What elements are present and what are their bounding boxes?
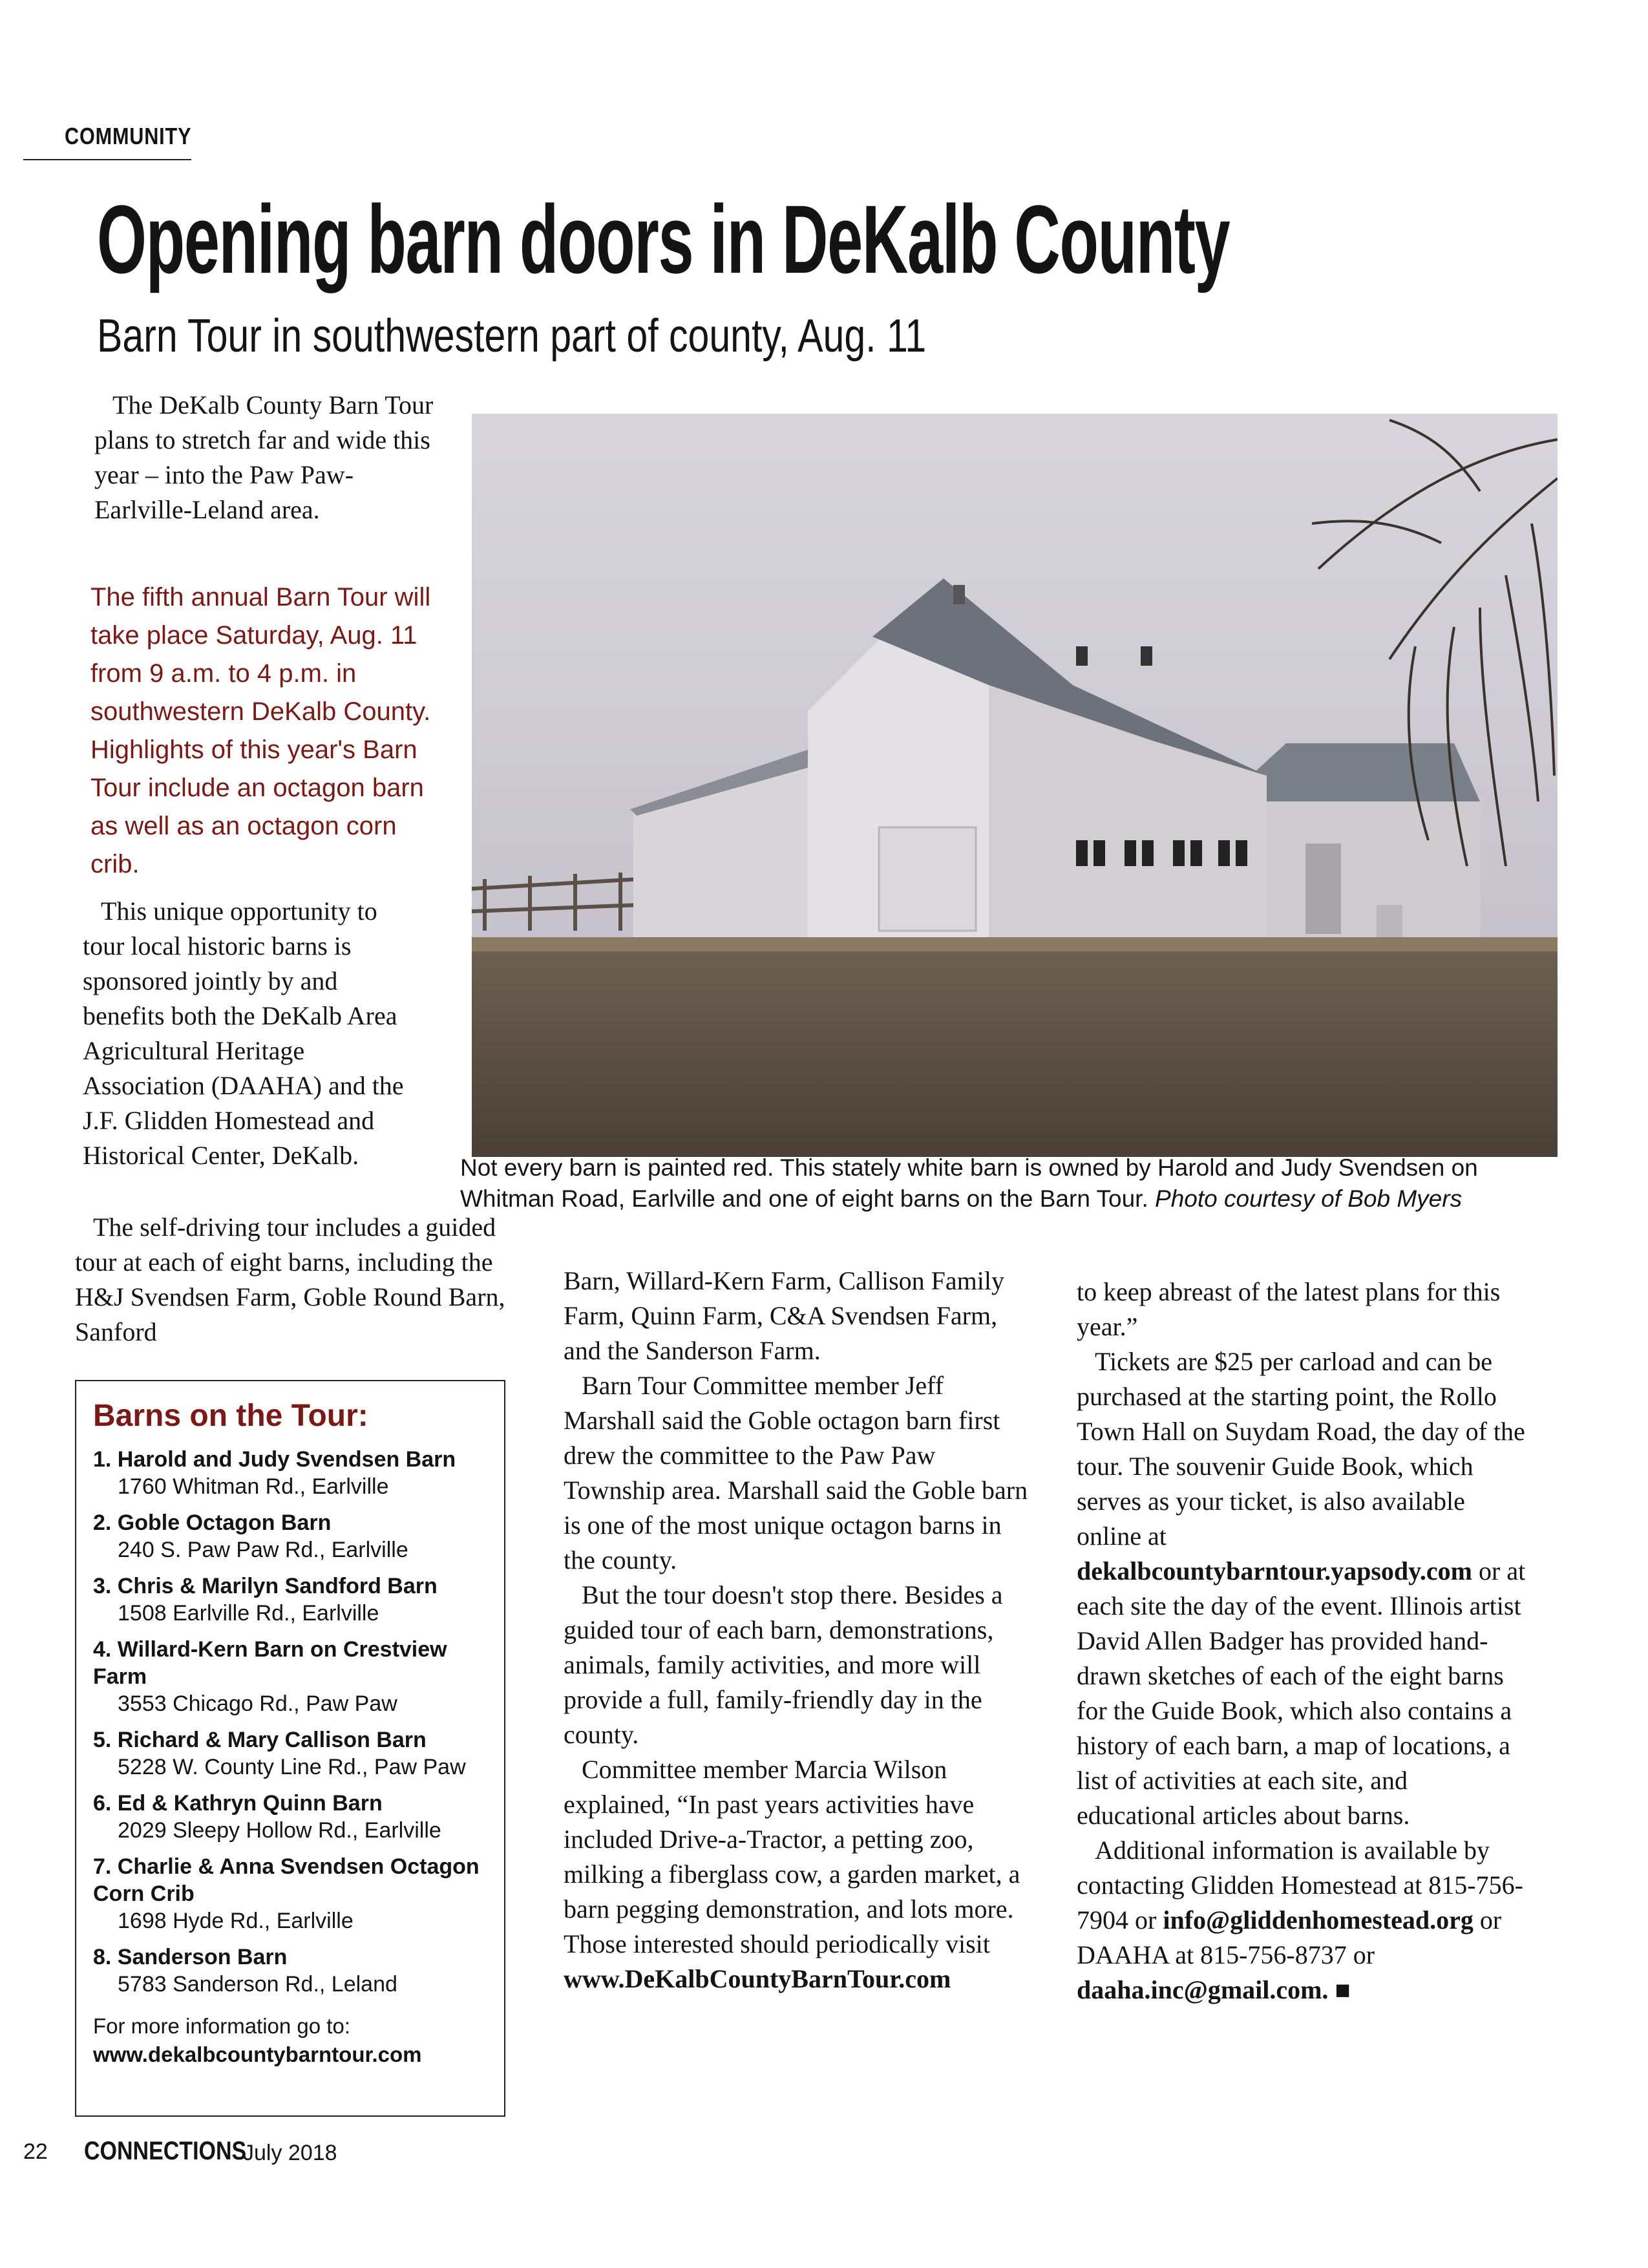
col3-para2 bbox=[1077, 1344, 1529, 1833]
col1-para3: The self-driving tour includes a guided tour at each of eight barns, including the H&J Svendsen Farm, Goble Round Barn, Sanford bbox=[75, 1213, 505, 1346]
section-label: COMMUNITY bbox=[65, 123, 192, 149]
barns-sidebar bbox=[75, 1380, 505, 2117]
highlight-paragraph: The fifth annual Barn Tour will take place Saturday, Aug. 11 from 9 a.m. to 4 p.m. in southwestern DeKalb County. Highlights of this year's Barn Tour include an octagon barn as well as an octagon corn crib. bbox=[90, 583, 431, 878]
page-number: 22 bbox=[23, 2139, 48, 2164]
sidebar-url[interactable]: www.dekalbcountybarntour.com bbox=[93, 2042, 422, 2066]
column-2 bbox=[564, 1264, 1029, 1997]
col1-para3-block bbox=[75, 1210, 527, 1350]
col1-para2: This unique opportunity to tour local historic barns is sponsored jointly by and benefits both the DeKalb Area Agricultural Heritage Association (DAAHA) and the J.F. Glidden Homestead and Historical Center, DeKalb. bbox=[83, 896, 404, 1170]
barn-name: 7. Charlie & Anna Svendsen Octagon Corn Crib bbox=[93, 1854, 480, 1906]
caption-credit: Photo courtesy of Bob Myers bbox=[1155, 1185, 1463, 1212]
barn-photo bbox=[472, 414, 1558, 1157]
barn-name: 4. Willard-Kern Barn on Crestview Farm bbox=[93, 1637, 447, 1689]
barn-entry bbox=[93, 1446, 487, 1500]
col3-para3-text-a: Additional information is available by contacting Glidden Homestead at 815-756-7904 or bbox=[1077, 1836, 1523, 1934]
barn-address: 1760 Whitman Rd., Earlville bbox=[118, 1474, 389, 1499]
photo-caption bbox=[460, 1152, 1546, 1214]
barn-name: 6. Ed & Kathryn Quinn Barn bbox=[93, 1791, 383, 1816]
col2-para1: Barn, Willard-Kern Farm, Callison Family Farm, Quinn Farm, C&A Svendsen Farm, and the Sanderson Farm. bbox=[564, 1266, 1004, 1365]
headline: Opening barn doors in DeKalb County bbox=[97, 185, 1230, 293]
col3-para2-text-b: or at each site the day of the event. Illinois artist David Allen Badger has provided hand-drawn sketches of each of the eight barns for the Guide Book, which also contains a history of each barn, a map of locations, a list of activities at each site, and educational articles about barns. bbox=[1077, 1556, 1526, 1830]
barn-name: 5. Richard & Mary Callison Barn bbox=[93, 1728, 427, 1752]
lead-paragraph-block bbox=[94, 388, 437, 527]
sidebar-more-info: For more information go to: bbox=[93, 2014, 350, 2038]
col3-para3-text-b: or DAAHA at 815-756-8737 or bbox=[1077, 1905, 1502, 1969]
glidden-email[interactable]: info@gliddenhomestead.org bbox=[1163, 1905, 1474, 1934]
end-mark: ■ bbox=[1335, 1975, 1351, 2004]
col3-para2-text-a: Tickets are $25 per carload and can be purchased at the starting point, the Rollo Town Hall on Suydam Road, the day of the tour. The souvenir Guide Book, which serves as your ticket, is also available online at bbox=[1077, 1347, 1525, 1551]
barn-address: 5228 W. County Line Rd., Paw Paw bbox=[118, 1755, 466, 1779]
barn-address: 1698 Hyde Rd., Earlville bbox=[118, 1909, 354, 1933]
col2-para2: Barn Tour Committee member Jeff Marshall said the Goble octagon barn first drew the committee to the Paw Paw Township area. Marshall said the Goble barn is one of the most unique octagon barns in the county. bbox=[564, 1371, 1028, 1574]
barn-address: 5783 Sanderson Rd., Leland bbox=[118, 1972, 397, 1997]
barn-entry bbox=[93, 1573, 487, 1627]
barn-name: 2. Goble Octagon Barn bbox=[93, 1510, 332, 1535]
barn-name: 8. Sanderson Barn bbox=[93, 1945, 288, 1969]
barn-entry bbox=[93, 1790, 487, 1844]
caption-main: Not every barn is painted red. This stately white barn is owned by Harold and Judy Svendsen on Whitman Road, Earlville and one of eight barns on the Barn Tour. bbox=[460, 1154, 1478, 1212]
col2-url[interactable]: www.DeKalbCountyBarnTour.com bbox=[564, 1964, 951, 1993]
lead-paragraph: The DeKalb County Barn Tour plans to stretch far and wide this year – into the Paw Paw-Earlville-Leland area. bbox=[94, 390, 434, 524]
barn-name: 3. Chris & Marilyn Sandford Barn bbox=[93, 1574, 438, 1598]
guidebook-url[interactable]: dekalbcountybarntour.yapsody.com bbox=[1077, 1556, 1472, 1585]
magazine-name: CONNECTIONS bbox=[84, 2137, 247, 2165]
col3-para1: to keep abreast of the latest plans for this year.” bbox=[1077, 1277, 1501, 1341]
issue-date: July 2018 bbox=[243, 2141, 337, 2165]
barn-entry bbox=[93, 1853, 487, 1934]
barn-entry bbox=[93, 1509, 487, 1563]
col3-para3 bbox=[1077, 1833, 1529, 2008]
barn-name: 1. Harold and Judy Svendsen Barn bbox=[93, 1447, 456, 1472]
col2-para4: Committee member Marcia Wilson explained, “In past years activities have included Drive-a-Tractor, a petting zoo, milking a fiberglass cow, a garden market, a barn pegging demonstration, and lots more. Those interested should periodically visit bbox=[564, 1755, 1020, 1958]
barn-entry bbox=[93, 1944, 487, 1998]
subhead: Barn Tour in southwestern part of county, Aug. 11 bbox=[97, 310, 927, 362]
barn-entry bbox=[93, 1636, 487, 1717]
daaha-email[interactable]: daaha.inc@gmail.com. bbox=[1077, 1975, 1329, 2004]
col2-para3: But the tour doesn't stop there. Besides a guided tour of each barn, demonstrations, animals, family activities, and more will provide a full, family-friendly day in the county. bbox=[564, 1580, 1003, 1749]
barn-photo-svg bbox=[472, 414, 1558, 1157]
column-3 bbox=[1077, 1275, 1529, 2008]
sidebar-title: Barns on the Tour: bbox=[93, 1399, 368, 1433]
barn-entry bbox=[93, 1726, 487, 1781]
barn-address: 2029 Sleepy Hollow Rd., Earlville bbox=[118, 1818, 441, 1843]
section-rule bbox=[23, 159, 191, 160]
barn-address: 1508 Earlville Rd., Earlville bbox=[118, 1601, 379, 1626]
barn-address: 240 S. Paw Paw Rd., Earlville bbox=[118, 1538, 408, 1562]
col1-para2-block bbox=[83, 894, 425, 1173]
barn-address: 3553 Chicago Rd., Paw Paw bbox=[118, 1691, 397, 1716]
